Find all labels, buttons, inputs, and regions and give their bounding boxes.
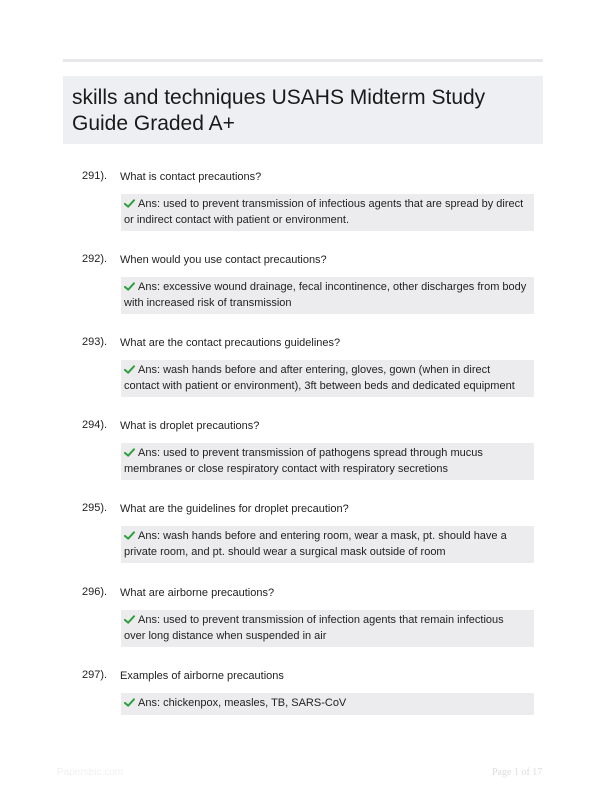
answer-box bbox=[121, 360, 534, 397]
checkmark-icon bbox=[124, 531, 135, 540]
answer-box bbox=[121, 194, 534, 231]
question-text: What are airborne precautions? bbox=[120, 587, 275, 599]
checkmark-icon bbox=[124, 615, 135, 624]
question-number: 293). bbox=[82, 336, 108, 348]
question-number: 297). bbox=[82, 669, 108, 681]
answer-box bbox=[121, 443, 534, 480]
question-number: 295). bbox=[82, 502, 108, 514]
question-number: 296). bbox=[82, 586, 108, 598]
checkmark-icon bbox=[124, 365, 135, 374]
page-indicator: Page 1 of 17 bbox=[492, 767, 543, 778]
question-text: What is droplet precautions? bbox=[120, 420, 260, 432]
question-text: What are the guidelines for droplet precaution? bbox=[120, 503, 349, 515]
answer-box bbox=[121, 277, 534, 314]
checkmark-icon bbox=[124, 199, 135, 208]
answer-box bbox=[121, 526, 534, 563]
question-number: 291). bbox=[82, 170, 108, 182]
answer-text: Ans: used to prevent transmission of pathogens spread through mucus membranes or close respiratory contact with respiratory secretions bbox=[124, 447, 483, 475]
question-number: 292). bbox=[82, 253, 108, 265]
answer-text: Ans: used to prevent transmission of infectious agents that are spread by direct or indirect contact with patient or environment. bbox=[124, 198, 524, 226]
question-text: Examples of airborne precautions bbox=[120, 670, 284, 682]
answer-box bbox=[121, 693, 534, 715]
document-title: skills and techniques USAHS Midterm Study Guide Graded A+ bbox=[72, 86, 486, 135]
question-text: When would you use contact precautions? bbox=[120, 254, 327, 266]
answer-text: Ans: chickenpox, measles, TB, SARS-CoV bbox=[138, 697, 347, 709]
question-text: What are the contact precautions guidelines? bbox=[120, 337, 341, 349]
question-text: What is contact precautions? bbox=[120, 171, 262, 183]
answer-box bbox=[121, 610, 534, 647]
footer-watermark: Papersbic.com bbox=[57, 767, 124, 778]
checkmark-icon bbox=[124, 282, 135, 291]
question-number: 294). bbox=[82, 419, 108, 431]
answer-text: Ans: used to prevent transmission of infection agents that remain infectious over long distance when suspended in air bbox=[124, 614, 504, 642]
title-banner bbox=[63, 76, 543, 144]
top-divider bbox=[63, 59, 543, 62]
answer-text: Ans: excessive wound drainage, fecal incontinence, other discharges from body with increased risk of transmission bbox=[124, 281, 527, 309]
answer-text: Ans: wash hands before and entering room, wear a mask, pt. should have a private room, and pt. should wear a surgical mask outside of room bbox=[124, 530, 507, 558]
checkmark-icon bbox=[124, 448, 135, 457]
answer-text: Ans: wash hands before and after entering, gloves, gown (when in direct contact with patient or environment), 3ft between beds and dedicated equipment bbox=[124, 364, 515, 392]
checkmark-icon bbox=[124, 698, 135, 707]
